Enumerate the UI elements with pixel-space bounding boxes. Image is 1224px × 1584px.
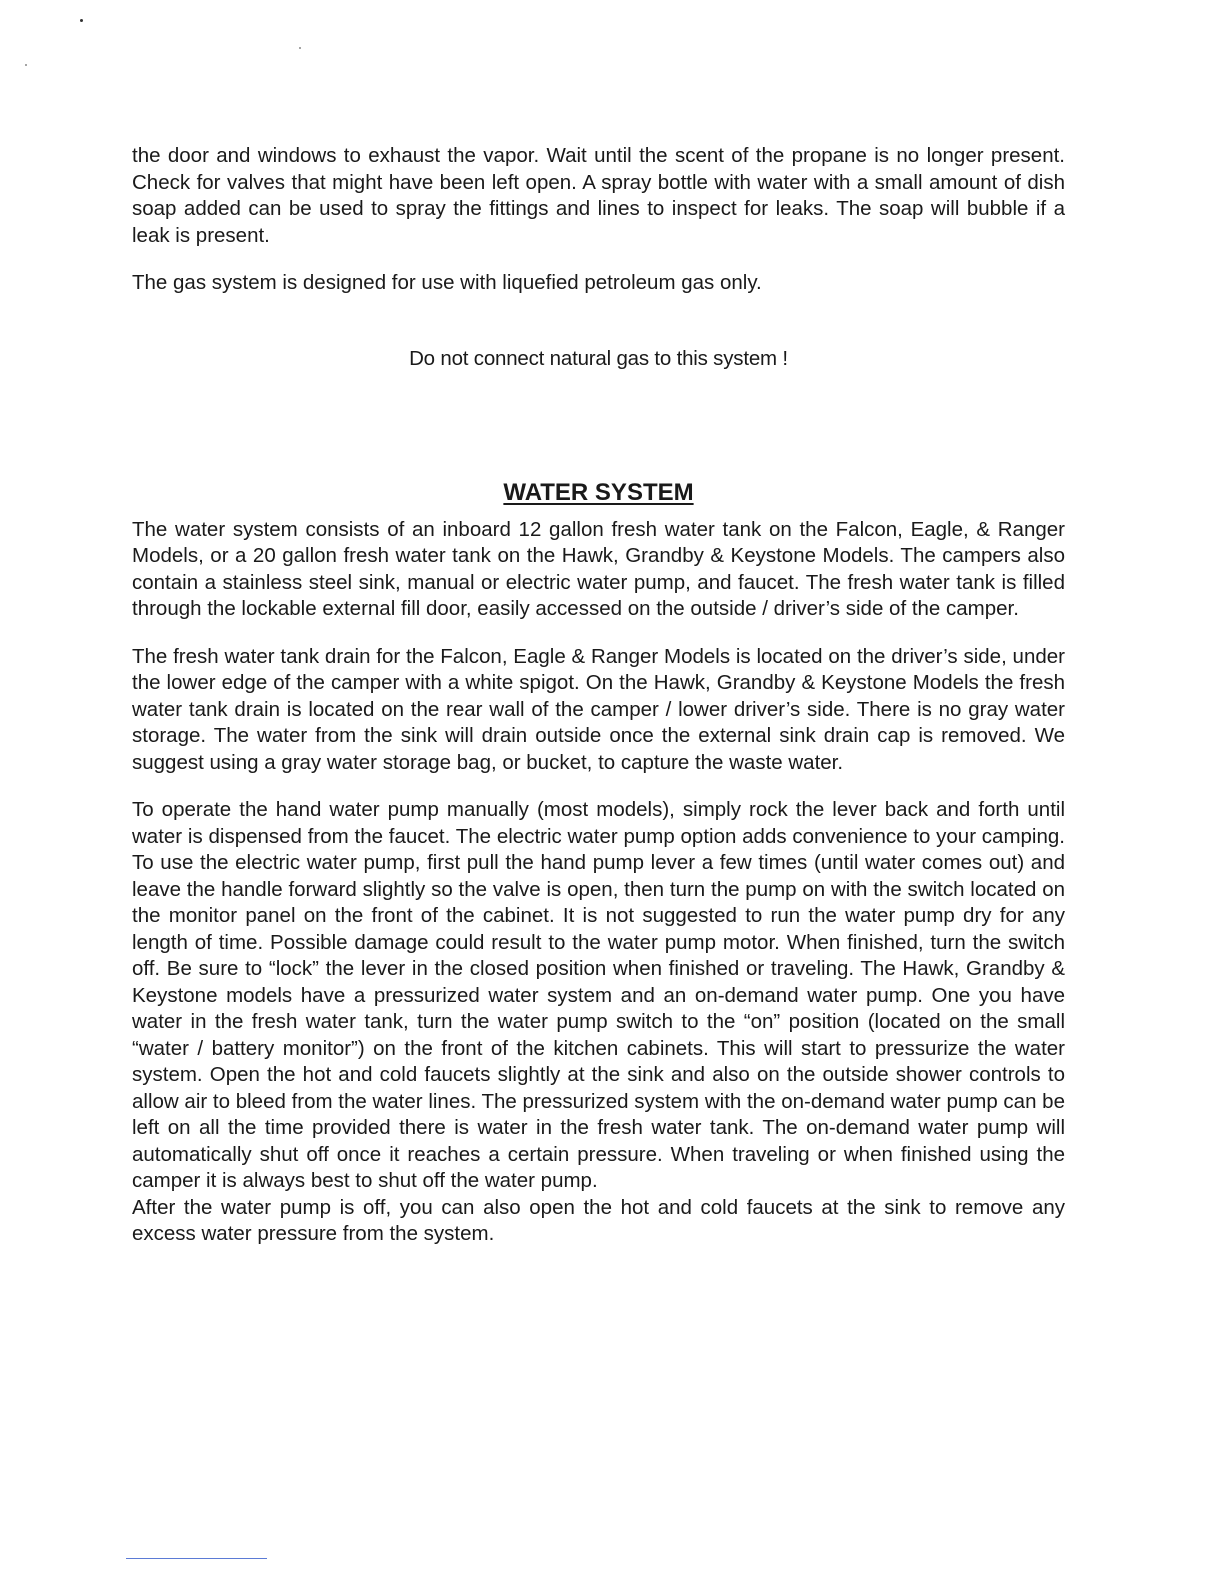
section-heading: WATER SYSTEM [503, 479, 694, 506]
water-system-paragraph-2: The fresh water tank drain for the Falcon, Eagle & Ranger Models is located on the driver’s side, under the lower edge of the camper with a white spigot. On the Hawk, Grandby & Keystone Models the fresh water tank drain is located on the rear wall of the camper / lower driver’s side. There is no gray water storage. The water from the sink will drain outside once the external sink drain cap is removed. We suggest using a gray water storage bag, or bucket, to capture the waste water. [132, 644, 1065, 774]
scan-speck [25, 64, 27, 66]
natural-gas-warning: Do not connect natural gas to this system ! [409, 346, 788, 370]
intro-paragraph: the door and windows to exhaust the vapor. Wait until the scent of the propane is no longer present. Check for valves that might have been left open. A spray bottle with water with a small amount of dish soap added can be used to spray the fittings and lines to inspect for leaks. The soap will bubble if a leak is present. [132, 144, 1065, 247]
water-system-paragraph-3: To operate the hand water pump manually (most models), simply rock the lever back and forth until water is dispensed from the faucet. The electric water pump option adds convenience to your camping. To use the electric water pump, first pull the hand pump lever a few times (until water comes out) and leave the handle forward slightly so the valve is open, then turn the pump on with the switch located on the monitor panel on the front of the cabinet. It is not suggested to run the water pump dry for any length of time. Possible damage could result to the water pump motor. When finished, turn the switch off. Be sure to “lock” the lever in the closed position when finished or traveling. The Hawk, Grandby & Keystone models have a pressurized water system and an on-demand water pump. One you have water in the fresh water tank, turn the water pump switch to the “on” position (located on the small “water / battery monitor”) on the front of the kitchen cabinets. This will start to pressurize the water system. Open the hot and cold faucets slightly at the sink and also on the outside shower controls to allow air to bleed from the water lines. The pressurized system with the on-demand water pump can be left on all the time provided there is water in the fresh water tank. The on-demand water pump will automatically shut off once it reaches a certain pressure. When traveling or when finished using the camper it is always best to shut off the water pump. [132, 798, 1065, 1192]
water-system-paragraph-4: After the water pump is off, you can also open the hot and cold faucets at the sink to remove any excess water pressure from the system. [132, 1195, 1065, 1245]
scan-speck [80, 19, 83, 22]
gas-note: The gas system is designed for use with liquefied petroleum gas only. [132, 271, 762, 294]
scan-speck [299, 47, 301, 49]
water-system-paragraph-1: The water system consists of an inboard 12 gallon fresh water tank on the Falcon, Eagle, & Ranger Models, or a 20 gallon fresh water tank on the Hawk, Grandby & Keystone Models. The campers also contain a stainless steel sink, manual or electric water pump, and faucet. The fresh water tank is filled through the lockable external fill door, easily accessed on the outside / driver’s side of the camper. [132, 517, 1065, 620]
document-body [132, 143, 1065, 1248]
bottom-divider [126, 1558, 267, 1559]
